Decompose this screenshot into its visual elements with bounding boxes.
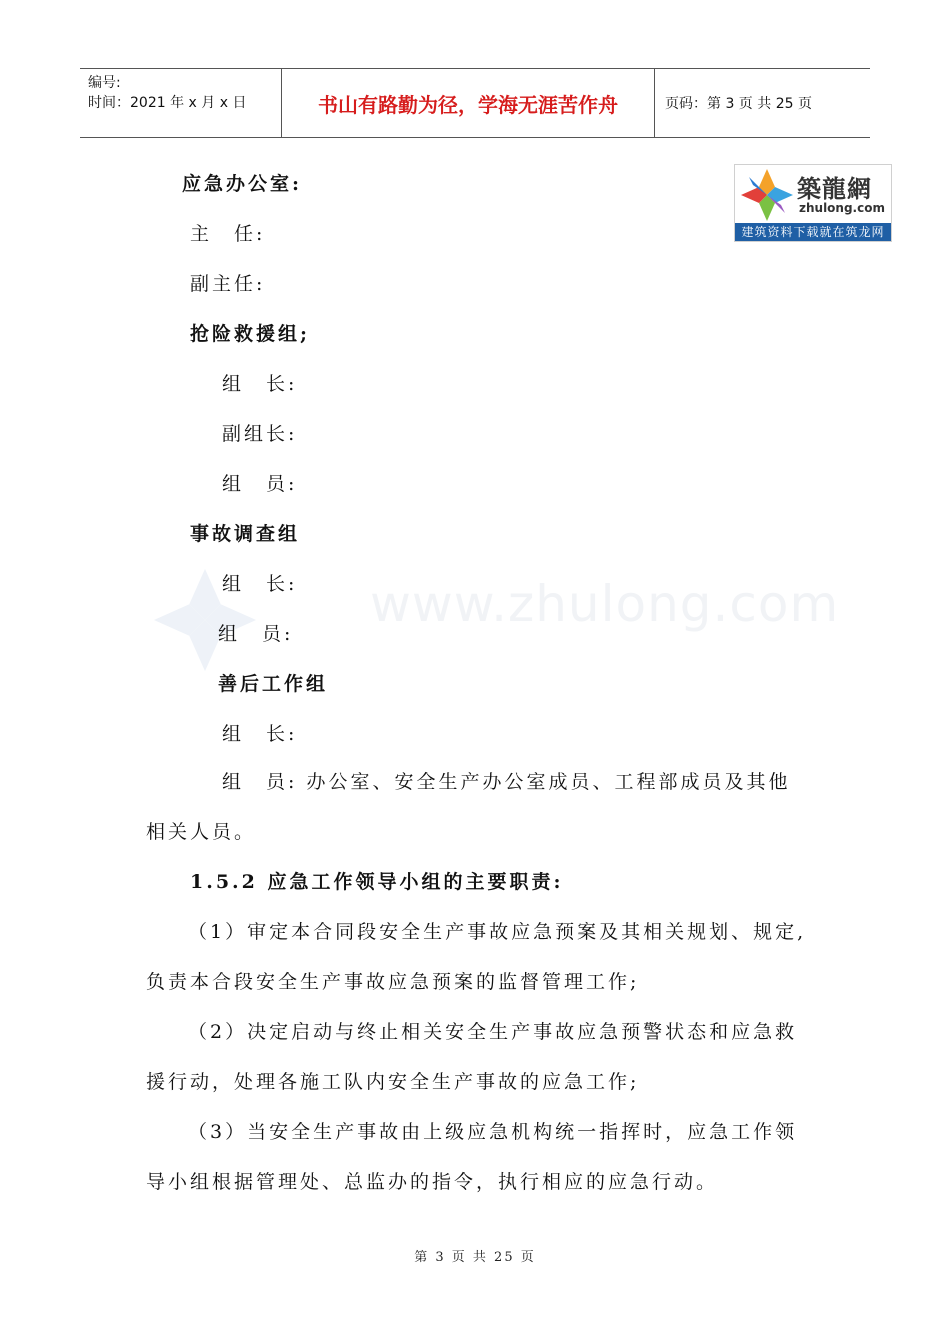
number-label: 编号: (88, 75, 121, 91)
duty-2-line: （2）决定启动与终止相关安全生产事故应急预警状态和应急救 (188, 1021, 798, 1043)
time-label: 时间：2021 年 x 月 x 日 (88, 95, 247, 111)
header-motto: 书山有路勤为径，学海无涯苦作舟 (282, 69, 655, 137)
duty-1-line-cont: 负责本合段安全生产事故应急预案的监督管理工作; (146, 971, 640, 993)
page-header (80, 68, 870, 138)
rescue-members-line: 组 员: (222, 473, 298, 495)
rescue-leader-line: 组 长: (222, 373, 298, 395)
logo-domain: zhulong.com (799, 201, 885, 215)
rescue-deputy-leader-line: 副组长: (222, 423, 298, 445)
logo-slogan: 建筑资料下载就在筑龙网 (735, 223, 891, 241)
zhulong-flower-icon (739, 167, 795, 223)
aftermath-members-line-cont: 相关人员。 (146, 821, 257, 843)
duty-2-line-cont: 援行动，处理各施工队内安全生产事故的应急工作; (146, 1071, 640, 1093)
section-title: 1.5.2 应急工作领导小组的主要职责: (190, 871, 564, 893)
emergency-office-heading: 应急办公室: (182, 173, 303, 195)
aftermath-leader-line: 组 长: (222, 723, 298, 745)
logo-name: 築龍網 (797, 174, 872, 203)
header-page-info: 页码：第 3 页 共 25 页 (665, 96, 812, 112)
page-footer: 第 3 页 共 25 页 (414, 1250, 536, 1265)
deputy-director-line: 副主任: (190, 273, 266, 295)
director-line: 主 任: (190, 223, 266, 245)
zhulong-logo (734, 164, 892, 242)
duty-3-line-cont: 导小组根据管理处、总监办的指令，执行相应的应急行动。 (146, 1171, 719, 1193)
aftermath-group-heading: 善后工作组 (218, 673, 329, 695)
investigation-leader-line: 组 长: (222, 573, 298, 595)
investigation-group-heading: 事故调查组 (190, 523, 301, 545)
header-meta (80, 69, 282, 137)
rescue-group-heading: 抢险救援组; (190, 323, 311, 345)
investigation-members-line: 组 员: (218, 623, 294, 645)
duty-3-line: （3）当安全生产事故由上级应急机构统一指挥时，应急工作领 (188, 1121, 798, 1143)
aftermath-members-line: 组 员: 办公室、安全生产办公室成员、工程部成员及其他 (222, 771, 791, 793)
watermark-text: www.zhulong.com (370, 575, 840, 633)
duty-1-line: （1）审定本合同段安全生产事故应急预案及其相关规划、规定, (188, 921, 807, 943)
